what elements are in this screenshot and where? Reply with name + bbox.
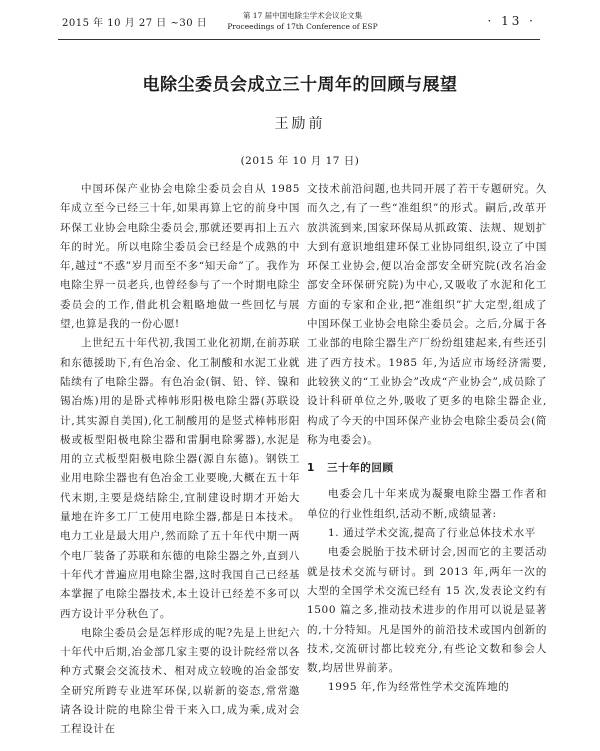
left-column [60,180,300,740]
right-column [307,180,547,698]
section-number: 1 [307,462,315,475]
page-number: · 13 · [487,14,536,28]
paragraph-1995: 1995 年,作为经常性学术交流阵地的 [328,681,510,694]
header-divider [58,39,540,40]
paragraph-exchange: 电委会脱胎于技术研讨会,因而它的主要活动就是技术交流与研讨。到 2013 年,两年一次的大型的全国学术交流已经有 15 次,发表论文约有 1500 篇之多,推动技术进步的作用可以说是显著的,十分特知。凡是国外的前沿技术或国内创新的技术,交流研讨都比较充分,有些论文数和参会人数,均居世界前茅。 [307,546,547,675]
paragraph-formation: 电除尘委员会是怎样形成的呢?先是上世纪六十年代中后期,冶金部几家主要的设计院经常以各种方式聚会交流技术、相对成立较晚的冶金部安全研究所跨专业进军环保,以崭新的姿态,常常邀请各设计院的电除尘骨干来入口,成为乘,成对会工程设计在 [60,626,300,736]
header-proceedings-en: Proceedings of 17th Conference of ESP [227,22,378,31]
subsection-heading: 1. 通过学术交流,提高了行业总体技术水平 [328,527,536,540]
article-author: 王励前 [274,116,326,132]
article-title: 电除尘委员会成立三十周年的回顾与展望 [142,75,458,95]
paragraph-intro: 中国环保产业协会电除尘委员会自从 1985 年成立至今已经三十年,如果再算上它的前身中国环保工业协会电除尘委员会,那就还要再扣上五六年的时光。所以电除尘委员会已经是个成熟的中年,越过“不惑”岁月而至不多“知天命”了。我作为电除尘界一员老兵,也曾经参与了一个时期电除尘委员会的工作,借此机会粗略地做一些回忆与展望,也算是我的一份心愿! [60,183,300,331]
header-date-range: 2015 年 10 月 27 日 ~30 日 [62,18,208,29]
paragraph-achievements: 电委会几十年来成为凝聚电除尘器工作者和单位的行业性组织,活动不断,成绩显著: [307,488,547,520]
article-date: (2015 年 10 月 17 日) [240,155,360,167]
section-title: 三十年的回顾 [327,462,394,475]
section-heading [307,459,547,478]
header-proceedings [190,10,415,32]
paragraph-continued: 文技术前沿问题,也共同开展了若干专题研究。久而久之,有了一些“准组织”的形式。嗣后,改革开放洪流到来,国家环保局从抓政策、法规、规划扩大到有意识地组建环保工业协同组织,设立了中国环保工业协会,便以冶金部安全研究院(改名冶金部安全环保研究院)为中心,又吸收了水泥和化工方面的专家和企业,把“准组织”扩大定型,组成了中国环保工业协会电除尘委员会。之后,分属于各工业部的电除尘器生产厂纷纷组建起来,有些还引进了西方技术。1985 年,为适应市场经济需要,此较狭义的“工业协会”改成“产业协会”,成员除了设计科研单位之外,吸收了更多的电除尘器企业,构成了今天的中国环保产业协会电除尘委员会(简称为电委会)。 [307,183,547,446]
header-proceedings-cn: 第 17 届中国电除尘学术会议论文集 [242,11,363,20]
paragraph-history: 上世纪五十年代初,我国工业化初期,在前苏联和东德援助下,有色冶金、化工制酸和水泥工业就陆续有了电除尘器。有色冶金(铜、铅、锌、镍和锡冶炼)用的是卧式棒帏形阳极电除尘器(苏联设计,其实源自美国),化工制酸用的是竖式棒帏形阳极或板型阳极电除尘器和雷胴电除雾器),水泥是用的立式板型阳极电除尘器(源自东德)。钢铁工业用电除尘器也有色冶金工业要晚,大概在五十年代末期,主要是烧结除尘,宜制建设时期才开始大量地在许多工厂工使用电除尘器,都是日本技术。电力工业是最大用户,然而除了五十年代中期一两个电厂装备了苏联和东德的电除尘器之外,直到八十年代才普遍应用电除尘器,这时我国自己已经基本掌握了电除尘器技术,本土设计已经差不多可以西方设计平分秋色了。 [60,337,300,620]
